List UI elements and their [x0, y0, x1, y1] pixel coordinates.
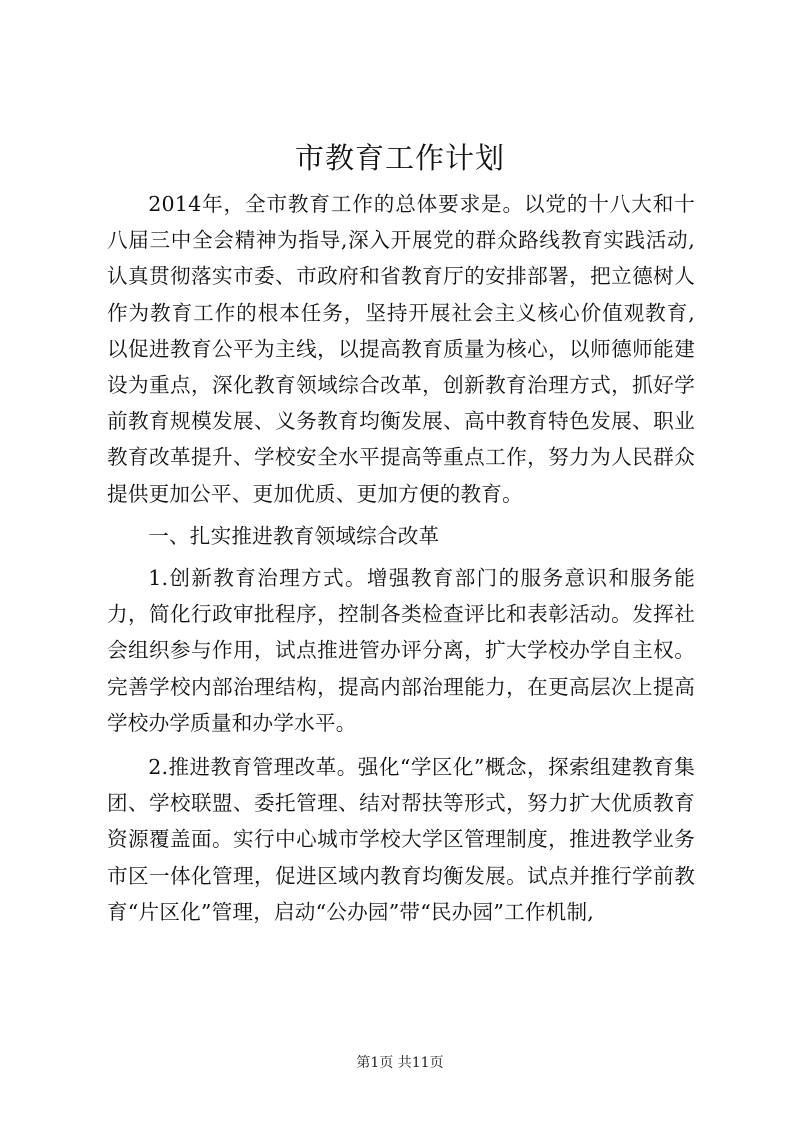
document-body	[107, 186, 695, 930]
document-title: 市教育工作计划	[294, 141, 505, 175]
list-item-paragraph: 1.创新教育治理方式。增强教育部门的服务意识和服务能力，简化行政审批程序，控制各类检查评比和表彰活动。发挥社会组织参与作用，试点推进管办评分离，扩大学校办学自主权。完善学校内部治理结构，提高内部治理能力，在更高层次上提高学校办学质量和办学水平。	[107, 566, 695, 735]
intro-paragraph: 2014年，全市教育工作的总体要求是。以党的十八大和十八届三中全会精神为指导,深入开展党的群众路线教育实践活动,认真贯彻落实市委、市政府和省教育厅的安排部署，把立德树人作为教育工作的根本任务，坚持开展社会主义核心价值观教育,以促进教育公平为主线，以提高教育质量为核心，以师德师能建设为重点，深化教育领域综合改革，创新教育治理方式，抓好学前教育规模发展、义务教育均衡发展、高中教育特色发展、职业教育改革提升、学校安全水平提高等重点工作，努力为人民群众提供更加公平、更加优质、更加方便的教育。	[107, 192, 695, 506]
section-heading: 一、扎实推进教育领域综合改革	[148, 523, 440, 548]
list-item-paragraph: 2.推进教育管理改革。强化“学区化”概念，探索组建教育集团、学校联盟、委托管理、结对帮扶等形式，努力扩大优质教育资源覆盖面。实行中心城市学校大学区管理制度，推进教学业务市区一体化管理，促进区域内教育均衡发展。试点并推行学前教育“片区化”管理，启动“公办园”带“民办园”工作机制,	[107, 755, 695, 924]
page-footer: 第1页 共11页	[356, 1055, 444, 1071]
